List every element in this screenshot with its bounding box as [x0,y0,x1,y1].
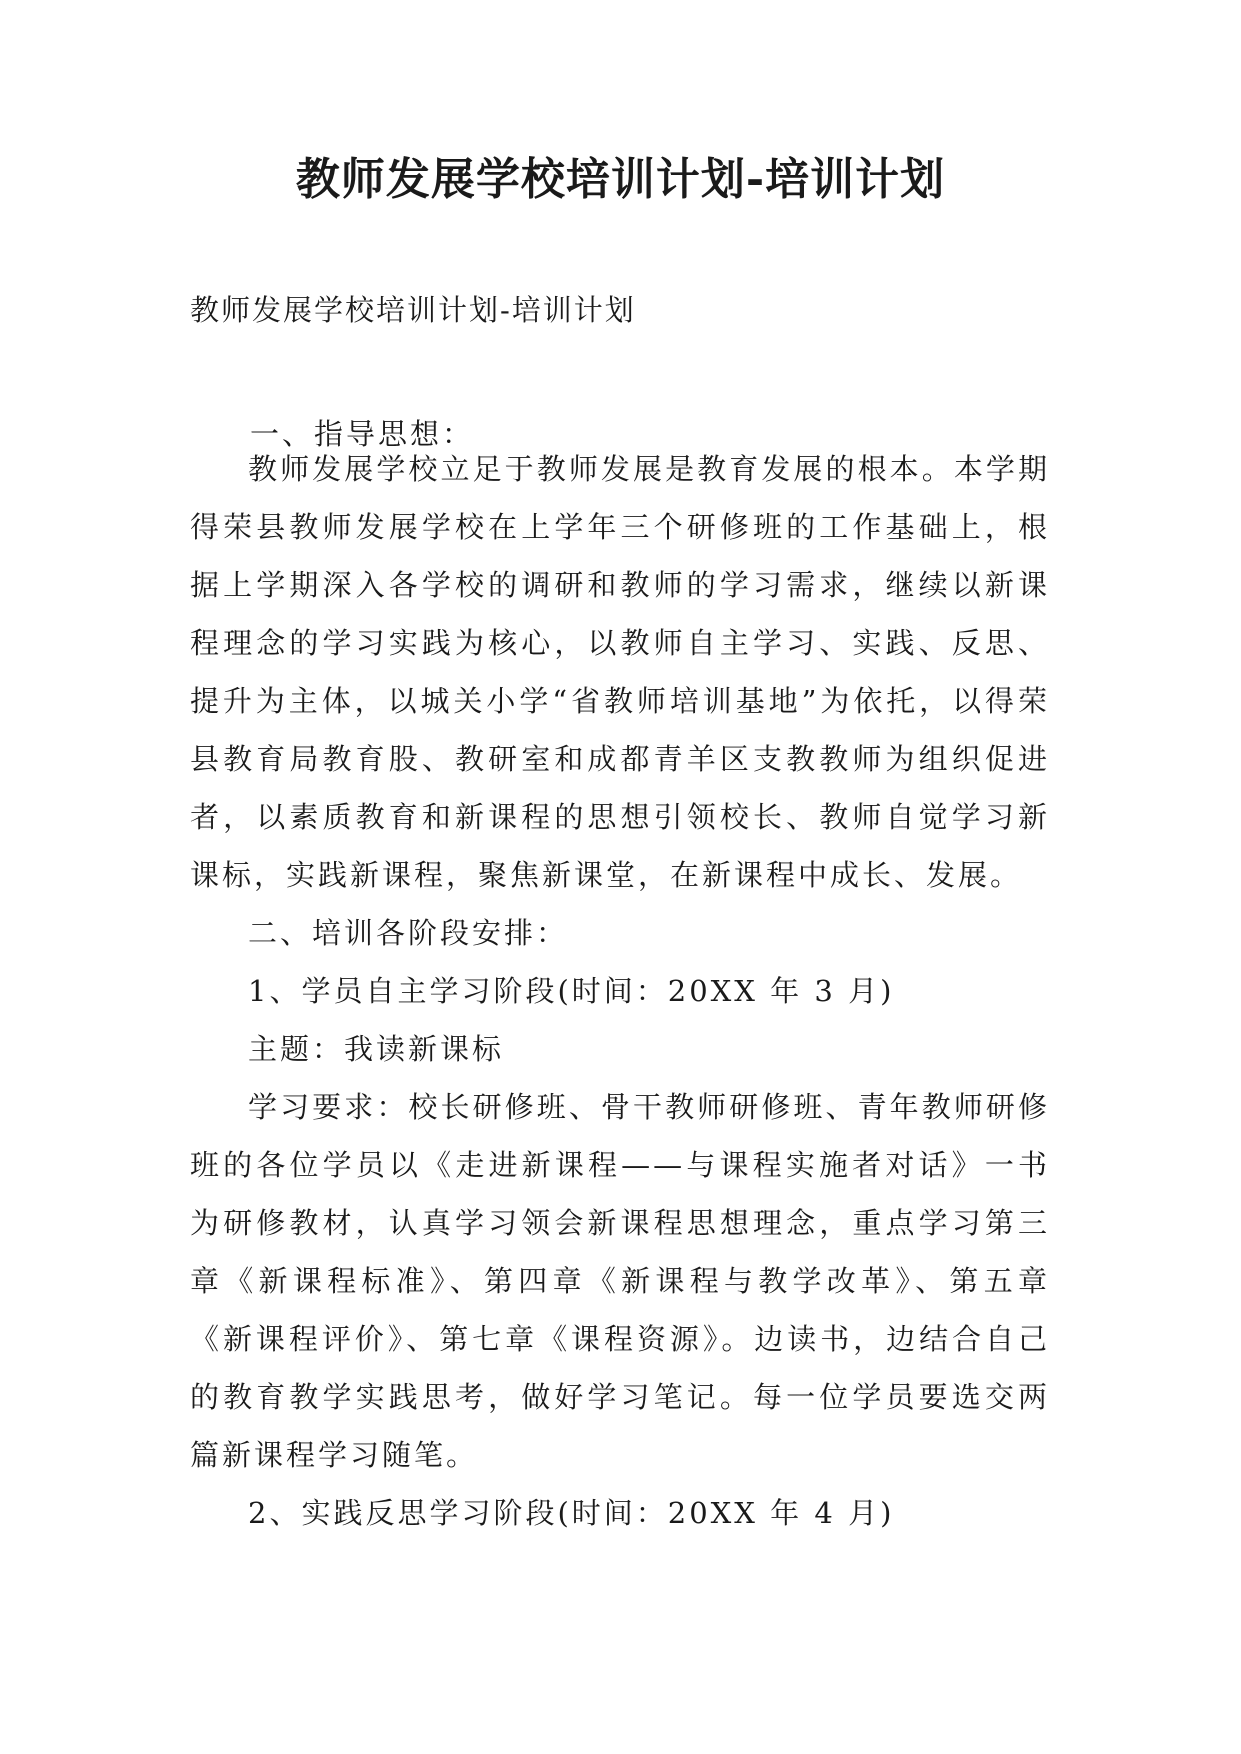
document-body [190,440,1050,1542]
document-title: 教师发展学校培训计划-培训计划 [295,154,946,205]
document-subtitle: 教师发展学校培训计划-培训计划 [190,293,636,327]
stage-1-heading: 1、学员自主学习阶段(时间：20XX 年 3 月) [248,974,895,1008]
stage-2-heading: 2、实践反思学习阶段(时间：20XX 年 4 月) [248,1496,895,1530]
paragraph-guiding-ideology: 教师发展学校立足于教师发展是教育发展的根本。本学期得荣县教师发展学校在上学年三个研修班的工作基础上，根据上学期深入各学校的调研和教师的学习需求，继续以新课程理念的学习实践为核心，以教师自主学习、实践、反思、提升为主体，以城关小学“省教师培训基地”为依托，以得荣县教育局教育股、教研室和成都青羊区支教教师为组织促进者，以素质教育和新课程的思想引领校长、教师自觉学习新课标，实践新课程，聚焦新课堂，在新课程中成长、发展。 [190,452,1050,892]
stage-1-requirements: 学习要求：校长研修班、骨干教师研修班、青年教师研修班的各位学员以《走进新课程——与课程实施者对话》一书为研修教材，认真学习领会新课程思想理念，重点学习第三章《新课程标准》、第四章《新课程与教学改革》、第五章《新课程评价》、第七章《课程资源》。边读书，边结合自己的教育教学实践思考，做好学习笔记。每一位学员要选交两篇新课程学习随笔。 [190,1090,1050,1472]
section-heading-training-stages: 二、培训各阶段安排： [248,916,569,950]
section-heading-guiding-ideology: 一、指导思想： [250,417,475,451]
stage-1-theme: 主题：我读新课标 [248,1032,505,1066]
